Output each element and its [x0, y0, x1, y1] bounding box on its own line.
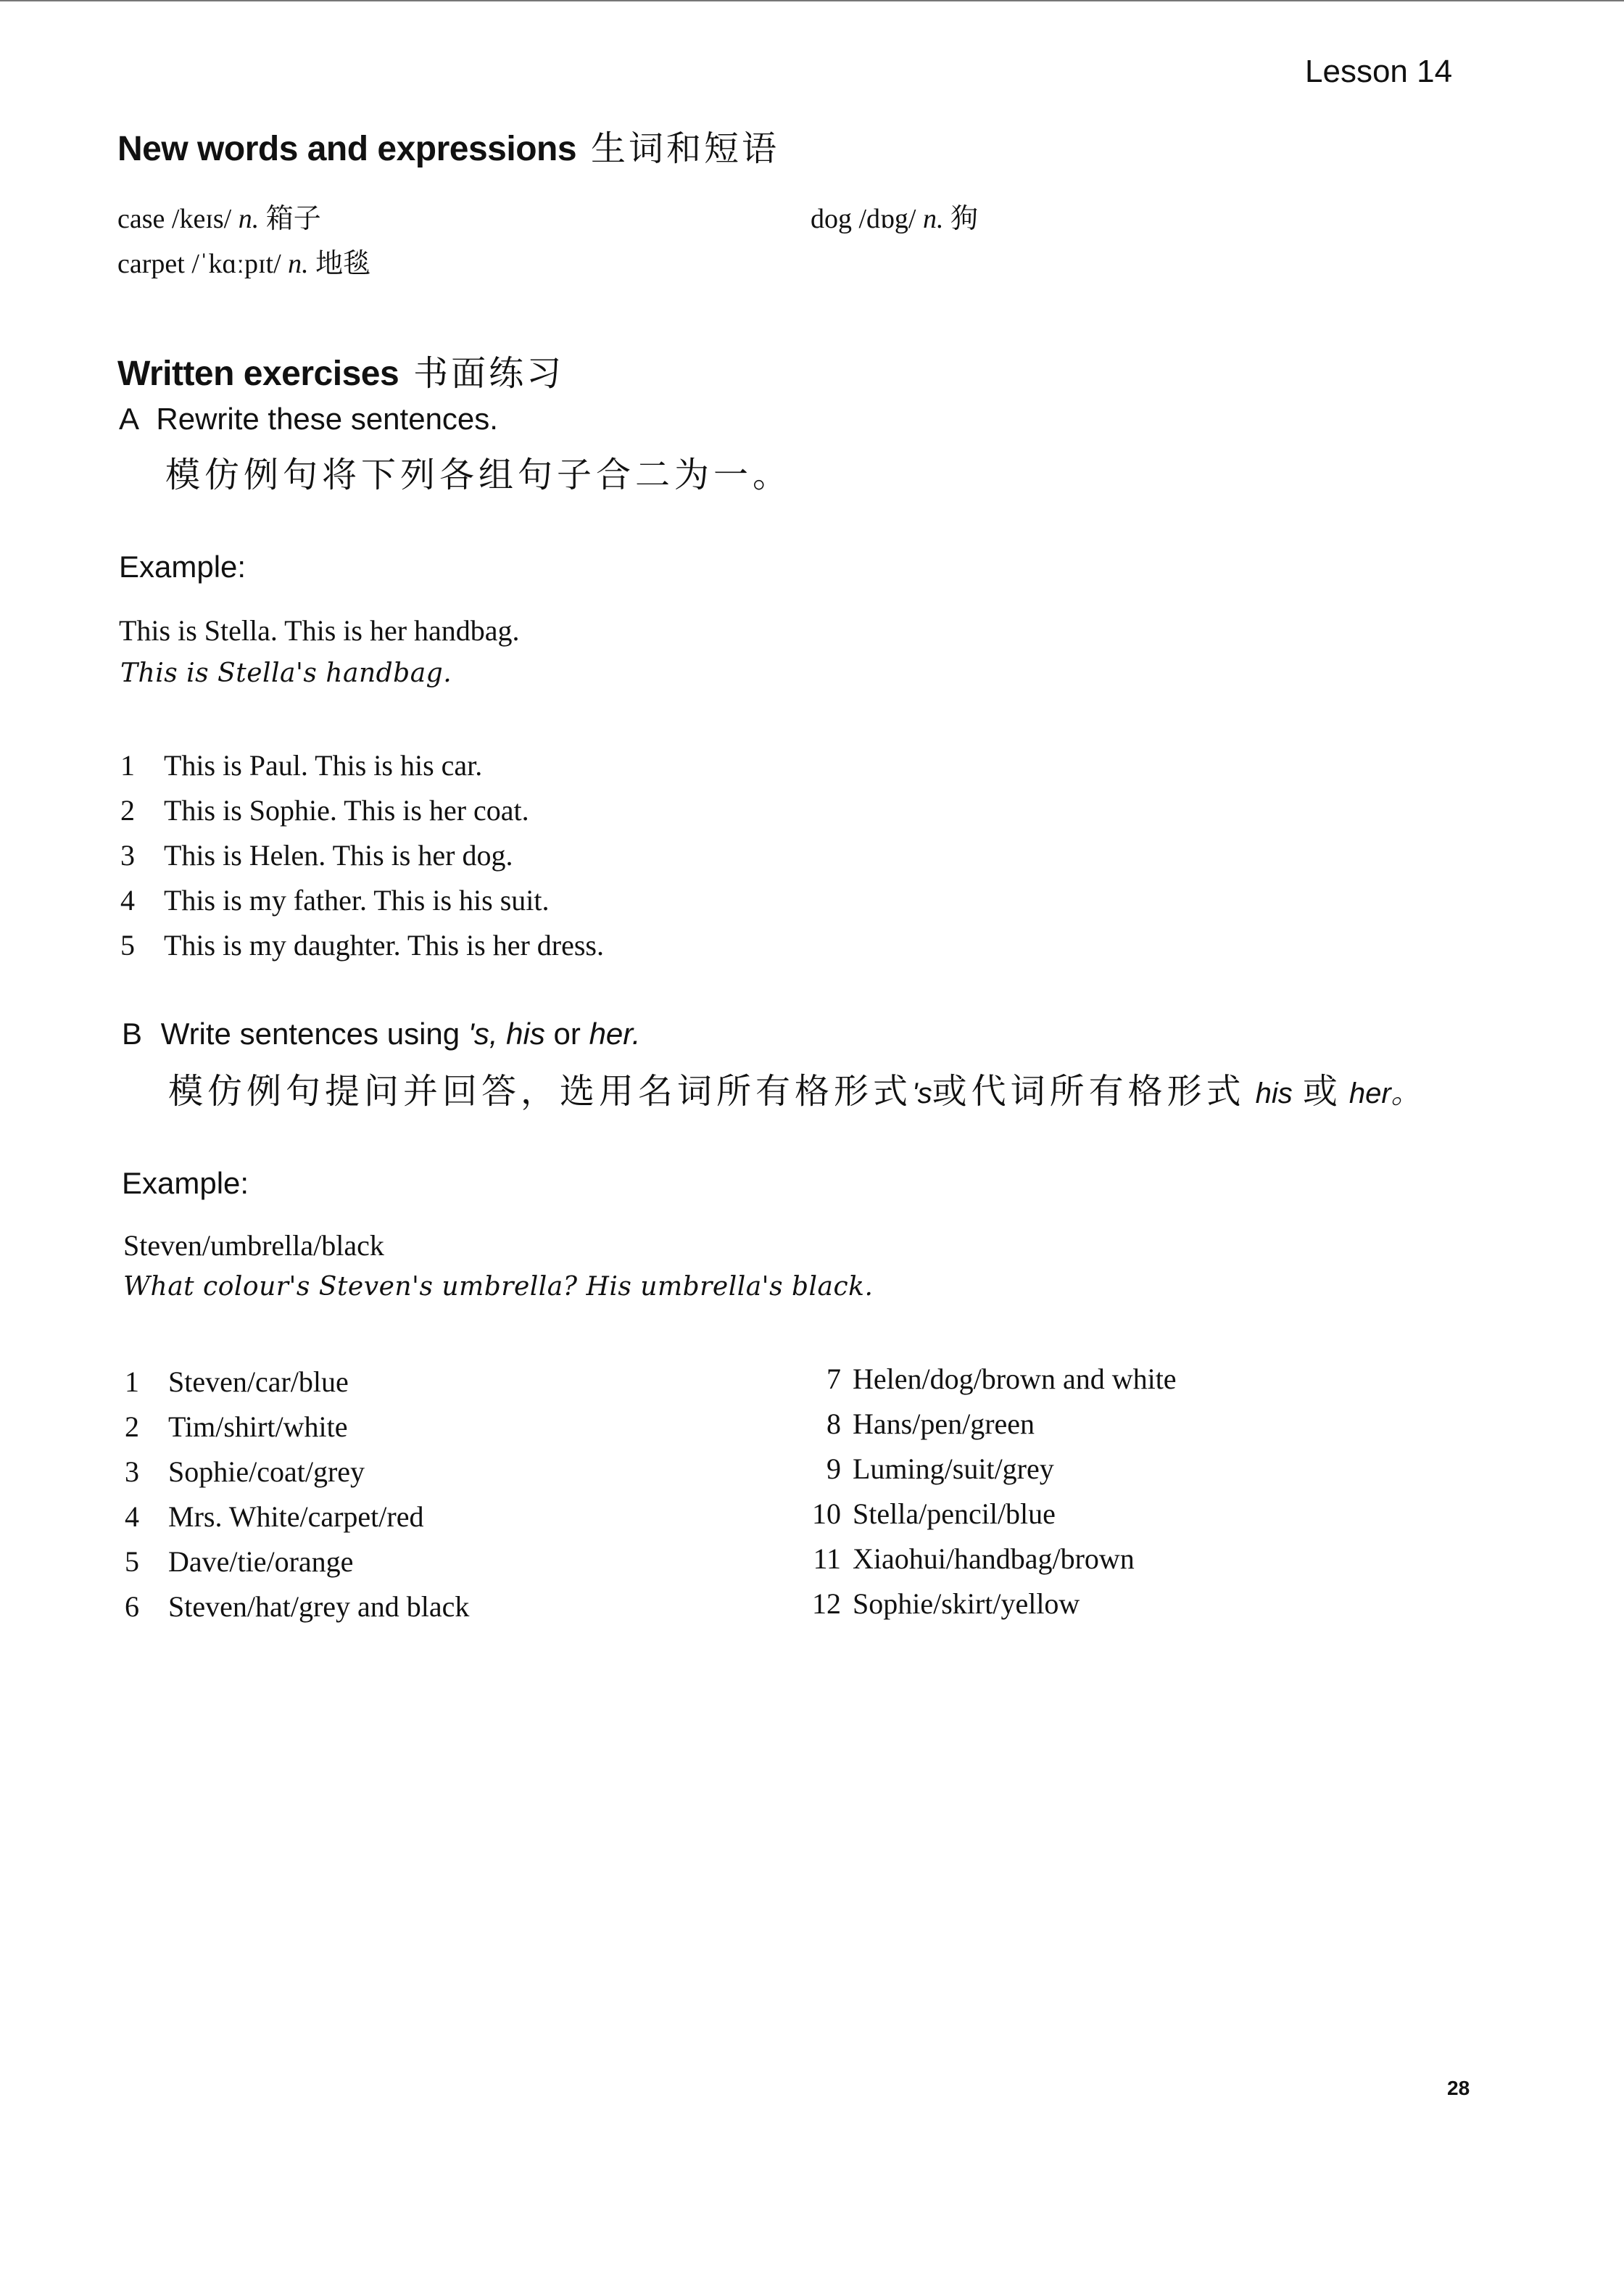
exercise-b-instruction-pre: Write sentences using — [160, 1017, 460, 1051]
exercise-a-example-text: This is Stella. This is her handbag. — [119, 614, 520, 647]
item-text: Sophie/coat/grey — [168, 1455, 365, 1488]
vocab-meaning: 箱子 — [265, 204, 321, 234]
item-text: Mrs. White/carpet/red — [168, 1500, 424, 1533]
vocab-entry-dog — [811, 196, 978, 236]
item-text: This is my father. This is his suit. — [164, 884, 550, 917]
item-text: This is my daughter. This is her dress. — [164, 929, 604, 962]
new-words-heading-cn: 生词和短语 — [591, 130, 780, 168]
item-number: 1 — [120, 749, 135, 782]
item-text: Tim/shirt/white — [168, 1410, 348, 1443]
item-text: Stella/pencil/blue — [853, 1497, 1056, 1530]
exercise-a-example-label: Example: — [119, 550, 246, 584]
exercise-b-item — [125, 1500, 423, 1534]
page-number: 28 — [1447, 2077, 1470, 2099]
item-number: 2 — [120, 794, 135, 827]
exercise-b-instruction-or: or — [553, 1017, 581, 1051]
item-number: 10 — [812, 1497, 841, 1530]
vocab-pronunciation: /ˈkɑːpɪt/ — [191, 249, 281, 279]
exercise-a-letter: A — [119, 402, 138, 436]
exercise-b-instruction-his: his — [506, 1017, 545, 1051]
exercise-b-item — [790, 1497, 1056, 1531]
exercise-b-item — [790, 1452, 1054, 1486]
exercise-b-instruction-cn-s: 's — [912, 1078, 932, 1109]
exercise-a-item — [120, 838, 513, 872]
written-exercises-heading-cn: 书面练习 — [413, 355, 565, 393]
item-number: 1 — [125, 1365, 139, 1398]
item-number: 5 — [125, 1545, 139, 1578]
item-number: 11 — [813, 1542, 841, 1575]
exercise-b-item — [790, 1542, 1135, 1576]
exercise-b-instruction-cn-her: her。 — [1348, 1078, 1420, 1109]
exercise-b-letter: B — [122, 1017, 143, 1051]
exercise-b-item — [790, 1407, 1035, 1441]
exercise-a-item — [120, 883, 550, 917]
item-number: 8 — [826, 1407, 841, 1440]
item-number: 9 — [826, 1452, 841, 1485]
item-text: This is Sophie. This is her coat. — [164, 794, 529, 827]
item-text: Sophie/skirt/yellow — [853, 1587, 1080, 1620]
exercise-b-instruction-cn-his: his — [1255, 1078, 1293, 1109]
vocab-entry-carpet — [117, 241, 370, 281]
exercise-a-instruction — [119, 402, 498, 437]
exercise-b-instruction — [122, 1017, 640, 1051]
item-number: 12 — [812, 1587, 841, 1620]
vocab-word: carpet — [117, 249, 185, 279]
new-words-heading-en: New words and expressions — [117, 130, 577, 168]
vocab-word: dog — [811, 204, 852, 234]
exercise-a-example-answer: This is Stella's handbag. — [120, 658, 452, 688]
item-text: This is Paul. This is his car. — [164, 749, 483, 782]
vocab-meaning: 狗 — [950, 204, 979, 234]
item-text: Steven/car/blue — [168, 1365, 349, 1398]
exercise-a-item — [120, 793, 529, 827]
item-number: 4 — [120, 884, 135, 917]
item-number: 3 — [125, 1455, 139, 1488]
item-text: This is Helen. This is her dog. — [164, 839, 513, 872]
item-number: 6 — [125, 1590, 139, 1623]
vocab-pronunciation: /dɒg/ — [858, 204, 916, 234]
vocab-pos: n. — [288, 249, 309, 279]
exercise-b-instruction-cn-pre: 模仿例句提问并回答，选用名词所有格形式 — [168, 1072, 913, 1111]
item-number: 2 — [125, 1410, 139, 1443]
vocab-pos: n. — [238, 204, 260, 234]
exercise-a-item — [120, 928, 604, 962]
exercise-b-item — [125, 1545, 353, 1579]
exercise-a-item — [120, 748, 482, 782]
item-text: Xiaohui/handbag/brown — [853, 1542, 1135, 1575]
exercise-a-instruction-cn: 模仿例句将下列各组句子合二为一。 — [165, 456, 792, 495]
exercise-b-instruction-cn-mid: 或代词所有格形式 — [932, 1072, 1246, 1111]
exercise-b-example-label: Example: — [122, 1166, 249, 1200]
vocab-pos: n. — [923, 204, 944, 234]
exercise-b-example-text: Steven/umbrella/black — [123, 1229, 384, 1262]
exercise-b-item — [125, 1410, 347, 1444]
item-number: 7 — [826, 1363, 841, 1395]
exercise-b-example-answer: What colour's Steven's umbrella? His umbrella's black. — [123, 1272, 874, 1302]
item-text: Steven/hat/grey and black — [168, 1590, 470, 1623]
vocab-word: case — [117, 204, 165, 234]
item-text: Luming/suit/grey — [853, 1452, 1054, 1485]
written-exercises-heading-en: Written exercises — [117, 355, 399, 393]
lesson-label: Lesson 14 — [1305, 54, 1453, 89]
exercise-a-instruction-en: Rewrite these sentences. — [156, 402, 498, 436]
exercise-b-instruction-cn-or: 或 — [1302, 1072, 1342, 1111]
item-number: 4 — [125, 1500, 139, 1533]
item-number: 3 — [120, 839, 135, 872]
vocab-entry-case — [117, 196, 321, 236]
item-text: Hans/pen/green — [853, 1407, 1035, 1440]
scan-edge-line — [0, 0, 1624, 1]
item-text: Helen/dog/brown and white — [853, 1363, 1177, 1395]
vocab-pronunciation: /keɪs/ — [171, 204, 232, 234]
written-exercises-heading — [117, 345, 564, 395]
new-words-heading — [117, 120, 779, 170]
exercise-b-item — [125, 1455, 365, 1489]
exercise-b-instruction-cn — [168, 1063, 1420, 1113]
exercise-b-instruction-s: 's, — [468, 1017, 498, 1051]
exercise-b-item — [790, 1362, 1177, 1396]
item-text: Dave/tie/orange — [168, 1545, 354, 1578]
item-number: 5 — [120, 929, 135, 962]
exercise-b-item — [790, 1587, 1080, 1621]
exercise-b-instruction-her: her. — [589, 1017, 641, 1051]
vocab-meaning: 地毯 — [315, 249, 371, 279]
exercise-b-item — [125, 1589, 469, 1624]
exercise-b-item — [125, 1365, 349, 1399]
